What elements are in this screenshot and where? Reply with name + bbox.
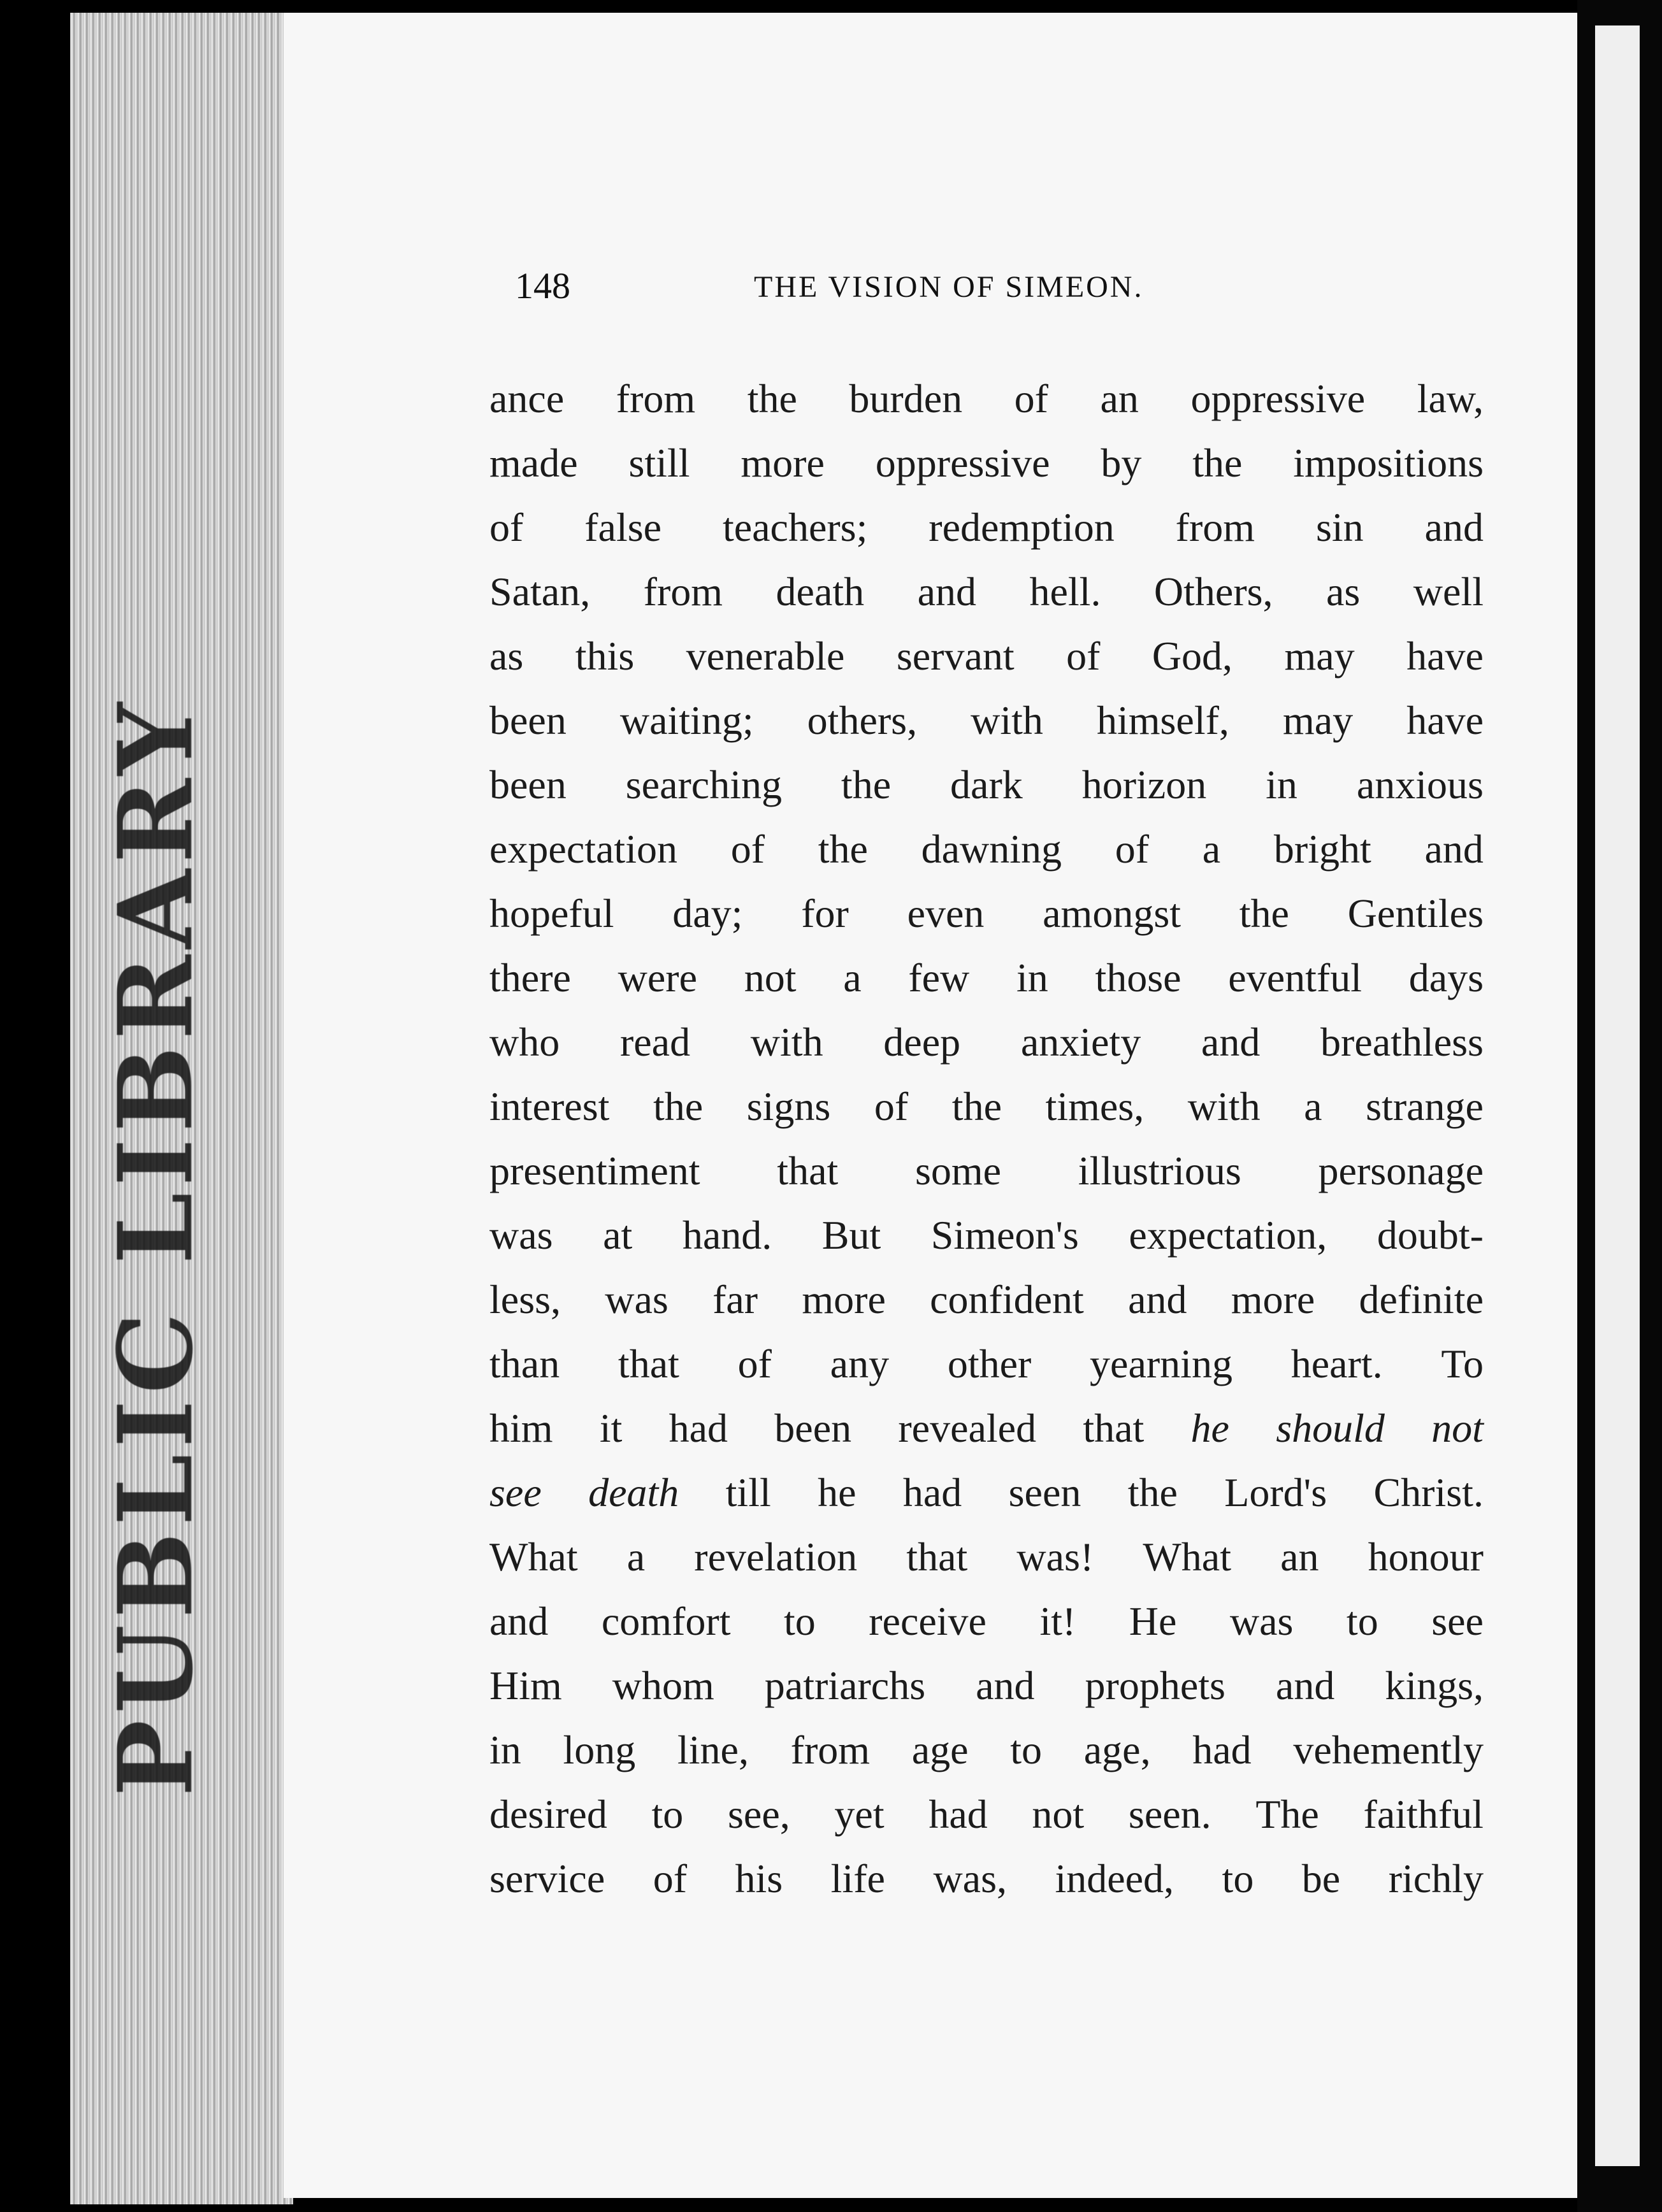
text-line: of false teachers; redemption from sin and — [489, 505, 1484, 550]
page-number: 148 — [515, 265, 570, 306]
text-line: who read with deep anxiety and breathless — [489, 1019, 1484, 1065]
text-line: made still more oppressive by the impositions — [489, 440, 1484, 485]
text-line: been searching the dark horizon in anxious — [489, 762, 1484, 807]
text-line: expectation of the dawning of a bright and — [489, 826, 1484, 872]
text-line: ance from the burden of an oppressive law, — [489, 376, 1484, 421]
text-line: was at hand. But Simeon's expectation, doubt- — [489, 1212, 1484, 1258]
text-line: presentiment that some illustrious personage — [489, 1148, 1484, 1193]
text-line: less, was far more confident and more definite — [489, 1277, 1484, 1322]
text-line: there were not a few in those eventful days — [489, 955, 1484, 1000]
text-line: What a revelation that was! What an honour — [489, 1534, 1484, 1579]
edge-library-stamp: PUBLIC LIBRARY — [96, 696, 215, 1797]
text-line: hopeful day; for even amongst the Gentiles — [489, 891, 1484, 936]
text-line: Him whom patriarchs and prophets and kings, — [489, 1663, 1484, 1708]
right-page-edge — [1577, 0, 1662, 2212]
text-line: as this venerable servant of God, may have — [489, 633, 1484, 679]
text-line: service of his life was, indeed, to be richly — [489, 1856, 1484, 1901]
text-line: than that of any other yearning heart. To — [489, 1341, 1484, 1386]
text-line: in long line, from age to age, had vehemently — [489, 1727, 1484, 1772]
right-page-slice — [1595, 25, 1640, 2166]
text-line: him it had been revealed that he should not — [489, 1405, 1484, 1451]
text-line: been waiting; others, with himself, may have — [489, 698, 1484, 743]
text-line: and comfort to receive it! He was to see — [489, 1598, 1484, 1644]
page-header — [515, 264, 1267, 315]
text-line: interest the signs of the times, with a strange — [489, 1084, 1484, 1129]
text-line: desired to see, yet had not seen. The faithful — [489, 1792, 1484, 1837]
text-line: see death till he had seen the Lord's Christ. — [489, 1470, 1484, 1515]
text-line: Satan, from death and hell. Others, as well — [489, 569, 1484, 614]
body-text — [489, 366, 1484, 1911]
running-title: THE VISION OF SIMEON. — [754, 270, 1144, 304]
